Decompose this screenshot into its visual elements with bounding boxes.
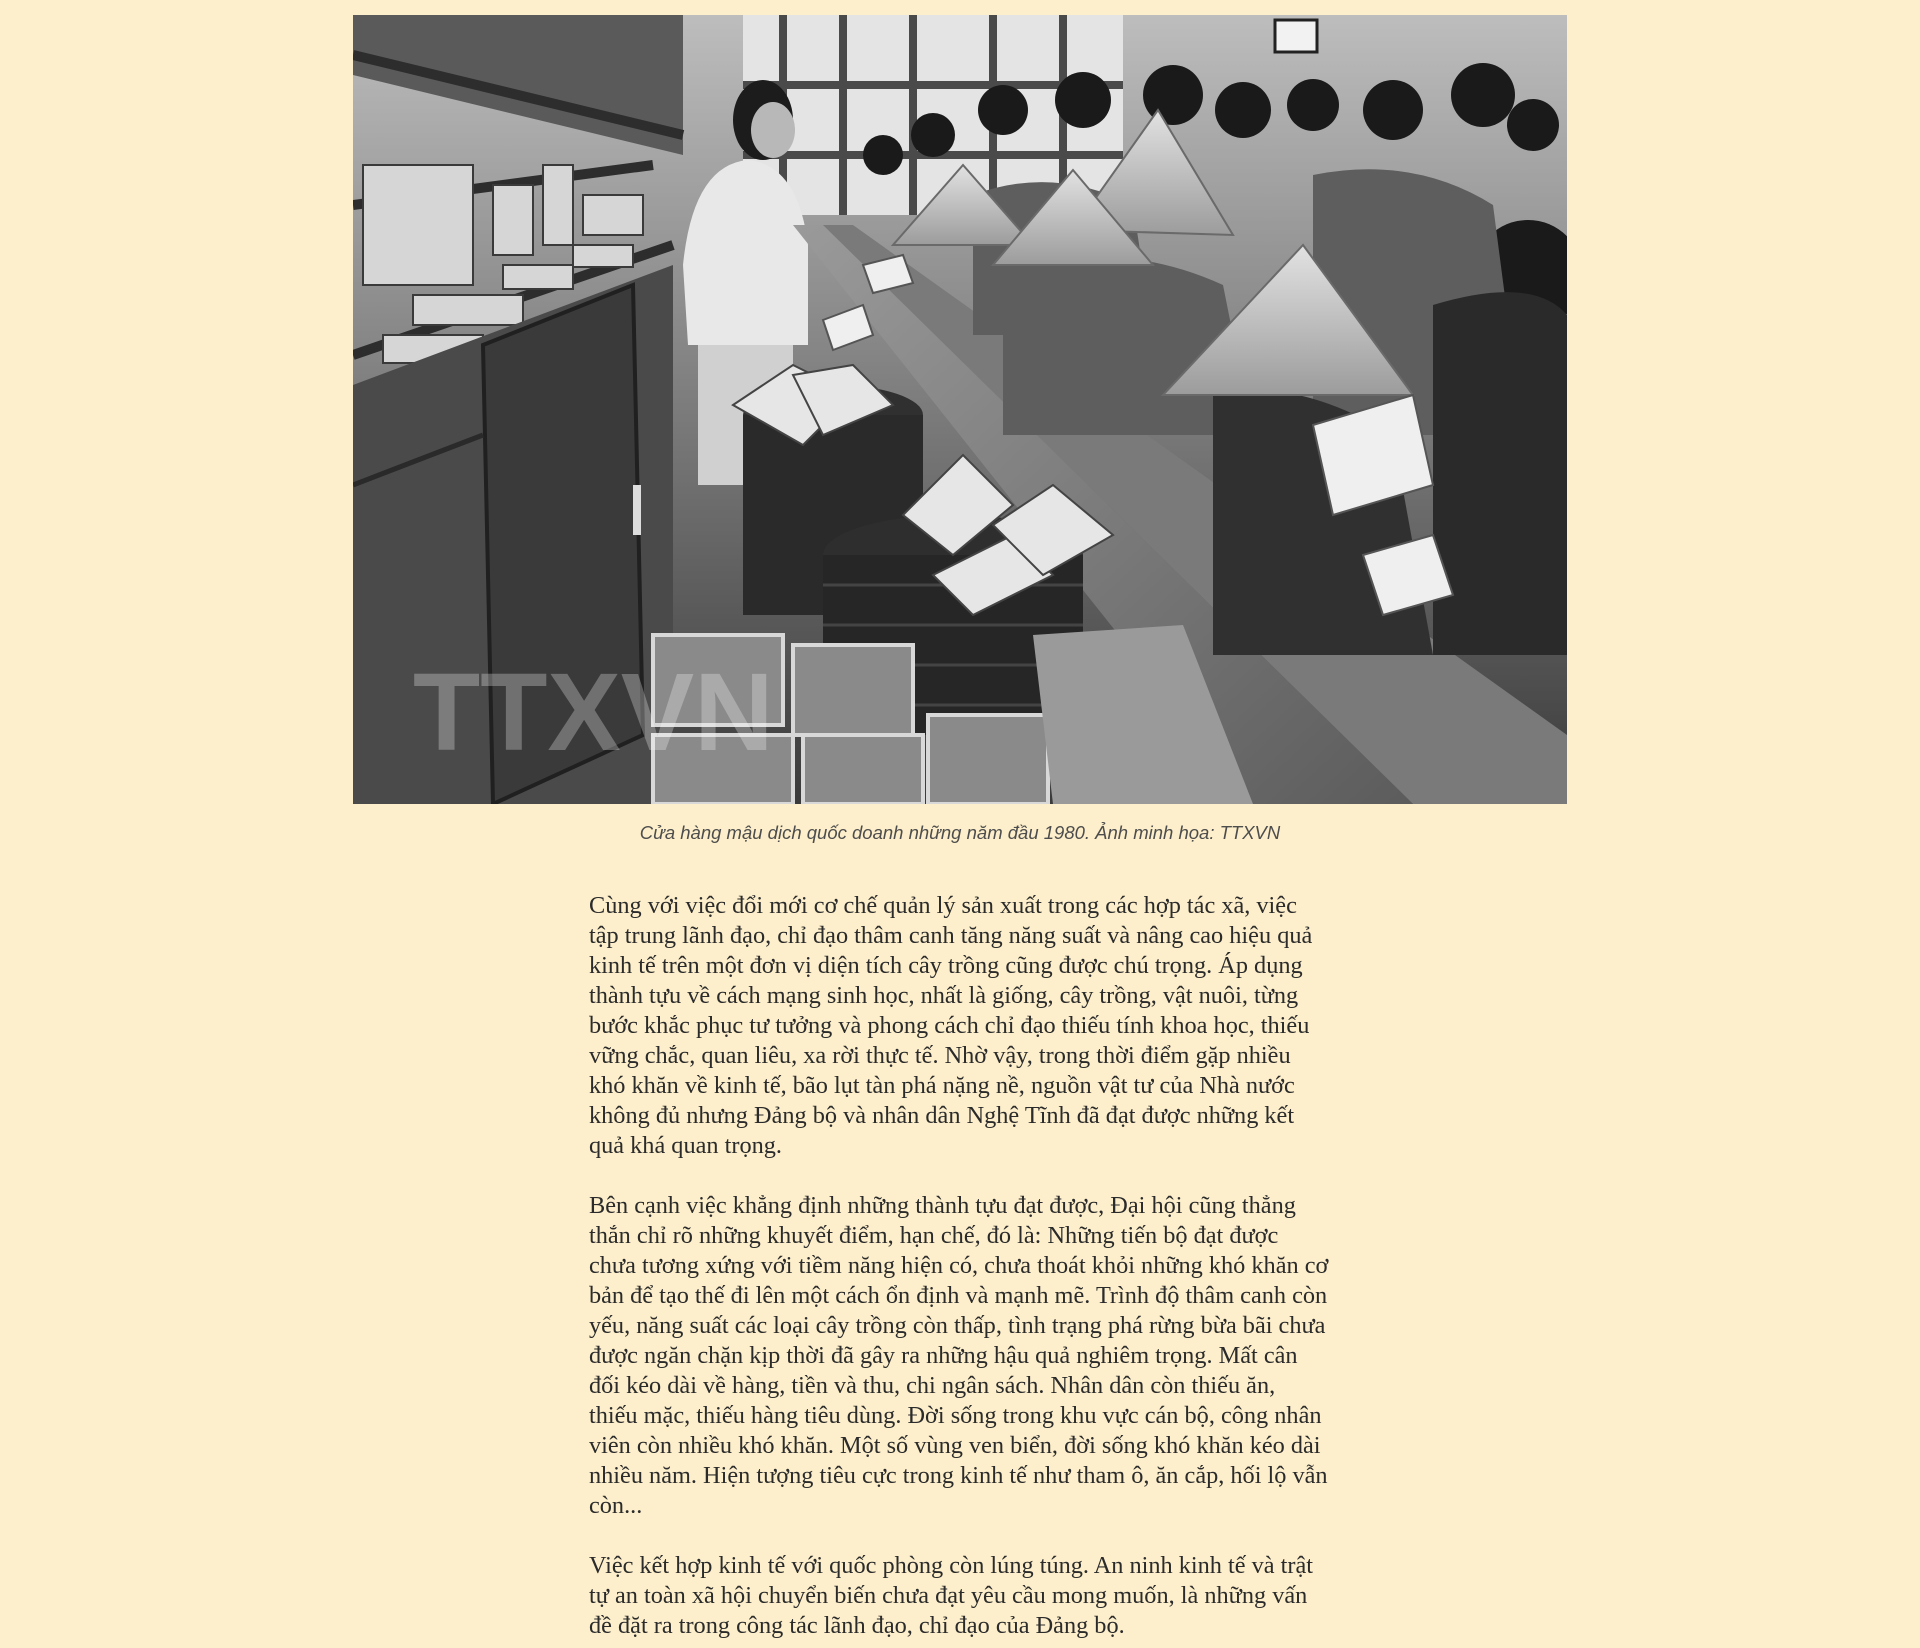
article-body [589, 891, 1329, 1648]
watermark-text: TTXVN [413, 651, 774, 774]
paragraph: Cùng với việc đổi mới cơ chế quản lý sản xuất trong các hợp tác xã, việc tập trung lãnh đạo, chỉ đạo thâm canh tăng năng suất và nâng cao hiệu quả kinh tế trên một đơn vị diện tích cây trồng cũng được chú trọng. Áp dụng thành tựu về cách mạng sinh học, nhất là giống, cây trồng, vật nuôi, từng bước khắc phục tư tưởng và phong cách chỉ đạo thiếu tính khoa học, thiếu vững chắc, quan liêu, xa rời thực tế. Nhờ vậy, trong thời điểm gặp nhiều khó khăn về kinh tế, bão lụt tàn phá nặng nề, nguồn vật tư của Nhà nước không đủ nhưng Đảng bộ và nhân dân Nghệ Tĩnh đã đạt được những kết quả khá quan trọng. [589, 892, 1313, 1159]
paragraph: Việc kết hợp kinh tế với quốc phòng còn lúng túng. An ninh kinh tế và trật tự an toàn xã hội chuyển biến chưa đạt yêu cầu mong muốn, là những vấn đề đặt ra trong công tác lãnh đạo, chỉ đạo của Đảng bộ. [589, 1552, 1314, 1639]
article-photo [353, 15, 1567, 804]
store-counter-photo [353, 15, 1567, 804]
paragraph: Bên cạnh việc khẳng định những thành tựu đạt được, Đại hội cũng thẳng thắn chỉ rõ những khuyết điểm, hạn chế, đó là: Những tiến bộ đạt được chưa tương xứng với tiềm năng hiện có, chưa thoát khỏi những khó khăn cơ bản để tạo thế đi lên một cách ổn định và mạnh mẽ. Trình độ thâm canh còn yếu, năng suất các loại cây trồng còn thấp, tình trạng phá rừng bừa bãi chưa được ngăn chặn kịp thời đã gây ra những hậu quả nghiêm trọng. Mất cân đối kéo dài về hàng, tiền và thu, chi ngân sách. Nhân dân còn thiếu ăn, thiếu mặc, thiếu hàng tiêu dùng. Đời sống trong khu vực cán bộ, công nhân viên còn nhiều khó khăn. Một số vùng ven biển, đời sống khó khăn kéo dài nhiều năm. Hiện tượng tiêu cực trong kinh tế như tham ô, ăn cắp, hối lộ vẫn còn... [589, 1192, 1329, 1519]
photo-caption: Cửa hàng mậu dịch quốc doanh những năm đầu 1980. Ảnh minh họa: TTXVN [639, 822, 1281, 843]
